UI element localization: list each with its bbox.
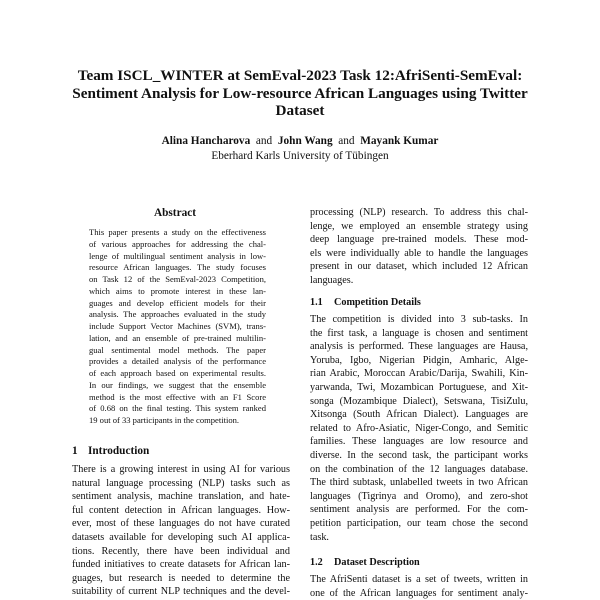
text-line: The AfriSenti dataset is a set of tweets, written in — [310, 574, 528, 585]
text-line: provides a detailed analysis of the performance — [89, 356, 266, 367]
text-line: families. These languages are low resource and — [310, 436, 528, 448]
author-separator: and — [255, 135, 273, 147]
affiliation: Eberhard Karls University of Tübingen — [211, 150, 389, 162]
text-line: of 0.68 on the final testing. This system ranked — [89, 403, 266, 414]
title-line: Team ISCL_WINTER at SemEval-2023 Task 12:AfriSenti-SemEval: — [77, 67, 523, 84]
section-title: Introduction — [88, 445, 150, 457]
subsection-number: 1.1 — [310, 297, 323, 308]
text-line: This paper presents a study on the effectiveness — [89, 227, 266, 237]
text-line: lenge of multilingual sentiment analysis in low- — [89, 250, 266, 261]
subsection-title: Competition Details — [334, 297, 421, 308]
text-line: els were individually able to handle the languages — [310, 247, 528, 259]
author-name: Mayank Kumar — [360, 135, 439, 147]
subsection-heading-dataset-description — [310, 556, 420, 569]
introduction-continued — [310, 206, 528, 288]
text-line: one of the African languages for sentiment analy- — [310, 587, 528, 599]
text-line: There is a growing interest in using AI for various — [72, 464, 290, 475]
text-line: analysis. The approaches evaluated in the study — [89, 309, 266, 320]
text-line: natural language processing (NLP) tasks such as — [72, 477, 290, 489]
title-line: Dataset — [275, 102, 325, 119]
text-line: 19 out of 33 participants in the competition. — [89, 415, 240, 425]
author-name: John Wang — [277, 135, 333, 147]
text-line: of each approach based on experimental results. — [89, 368, 266, 378]
text-line: present in our dataset, which included 12 African — [310, 261, 528, 273]
text-line: guages and develop efficient models for their — [89, 297, 266, 308]
text-line: The competition is divided into 3 sub-tasks. In — [310, 314, 528, 325]
text-line: guages, but research is needed to determine the — [72, 572, 290, 584]
text-line: the first task, a language is chosen and sentiment — [310, 327, 528, 339]
text-line: languages (Tigrinya and Oromo), and zero-shot — [310, 490, 528, 502]
text-line: method is the most effective with an F1 Score — [89, 391, 266, 402]
text-line: yarwanda, Twi, Mozambican Portuguese, and Xit- — [310, 381, 528, 393]
text-line: ful content detection in African languages. How- — [72, 504, 290, 516]
text-line: In our findings, we suggest that the ensemble — [89, 379, 266, 390]
dataset-description-body — [310, 573, 528, 600]
text-line: analysis is performed. These languages are Hausa, — [310, 341, 528, 353]
section-number: 1 — [72, 445, 78, 457]
text-line: on the combination of the 12 languages database. — [310, 463, 528, 475]
text-line: processing (NLP) research. To address this chal- — [310, 207, 528, 218]
text-line: datasets available for developing such AI applica- — [72, 531, 290, 543]
text-line: gual sentimental model methods. The paper — [89, 344, 266, 355]
text-line: which aims to promote interest in these lan- — [89, 285, 266, 296]
author-list — [60, 134, 540, 148]
text-line: Xitsonga (South African Dialect). Languages are — [310, 409, 528, 421]
abstract-heading: Abstract — [153, 207, 197, 219]
subsection-heading-competition-details — [310, 296, 421, 309]
text-line: deep language pre-trained models. These mod- — [310, 234, 528, 246]
text-line: rian Arabic, Moroccan Arabic/Darija, Swahili, Kin- — [310, 368, 528, 380]
author-name: Alina Hancharova — [161, 135, 251, 147]
text-line: suitability of current NLP techniques and the devel- — [72, 586, 290, 598]
text-line: sentiment analysis, machine translation, and hate- — [72, 491, 290, 503]
introduction-body — [72, 463, 290, 599]
text-line: task. — [310, 531, 329, 543]
abstract-body — [89, 227, 266, 427]
text-line: ever, most of these languages do not have curated — [72, 518, 290, 530]
text-line: on Task 12 of the SemEval-2023 Competition, — [89, 274, 266, 284]
title-line: Sentiment Analysis for Low-resource African Languages using Twitter — [72, 84, 528, 102]
text-line: tions. Recently, there have been individual and — [72, 545, 290, 557]
section-heading-introduction — [72, 444, 149, 458]
text-line: The third subtask, unlabelled tweets in two African — [310, 477, 528, 489]
text-line: diverse. In the second task, the participant works — [310, 449, 528, 461]
text-line: of various approaches for addressing the chal- — [89, 238, 266, 249]
author-separator: and — [338, 135, 355, 147]
text-line: songa (Mozambique Dialect), Setswana, TisiZulu, — [310, 395, 528, 407]
text-line: related to Afro-Asiatic, Niger-Congo, and Semitic — [310, 422, 528, 434]
text-line: sentiment analysis are performed. For the com- — [310, 504, 528, 516]
subsection-title: Dataset Description — [334, 557, 420, 568]
text-line: languages. — [310, 274, 354, 286]
subsection-number: 1.2 — [310, 557, 323, 568]
text-line: resource African languages. The study focuses — [89, 262, 266, 273]
text-line: petition participation, our team chose the second — [310, 517, 528, 529]
text-line: lenge, we employed an ensemble strategy using — [310, 220, 528, 232]
text-line: include Support Vector Machines (SVM), trans- — [89, 321, 266, 331]
competition-details-body — [310, 313, 528, 544]
text-line: lation, and an ensemble of pre-trained multilin- — [89, 332, 266, 343]
text-line: Yoruba, Igbo, Nigerian Pidgin, Amharic, Alge- — [310, 354, 528, 366]
paper-title — [70, 67, 530, 120]
text-line: funded initiatives to create datasets for African lan- — [72, 559, 290, 571]
